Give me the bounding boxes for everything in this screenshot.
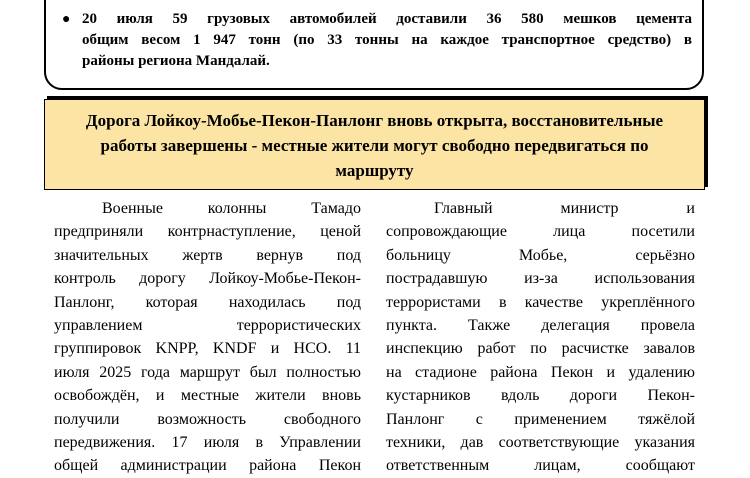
article-left-column: [54, 197, 361, 478]
article-line: техники, дав соответствующие указания: [386, 434, 695, 452]
article-line: освобождён, и местные жители вновь: [54, 387, 361, 405]
headline-line: работы завершены - местные жители могут свободно передвигаться по: [100, 136, 649, 155]
article-line: ответственным лицам, сообщают: [386, 457, 695, 475]
article-line: Главный министр и: [434, 200, 695, 217]
article-line: передвижения. 17 июля в Управлении: [54, 434, 361, 452]
article-line: значительных жертв вернув под: [54, 246, 361, 264]
article-line: Панлонг, которая находилась под: [54, 293, 361, 311]
article-line: пункта. Также делегация провела: [386, 317, 695, 335]
article-line: июля 2025 года маршрут был полностью: [54, 363, 361, 381]
article-line: Военные колонны Тамадо: [102, 200, 361, 217]
headline-line: Дорога Лойкоу-Мобье-Пекон-Панлонг вновь открыта, восстановительные: [85, 111, 664, 130]
article-line: группировок KNPP, KNDF и НСО. 11: [54, 340, 361, 358]
article-right-column: [386, 197, 695, 478]
summary-bullet-2-line: 20 июля 59 грузовых автомобилей доставили 36 580 мешков цемента: [82, 11, 692, 27]
bullet-marker: ●: [62, 12, 71, 27]
article-line: получили возможность свободного: [54, 410, 361, 428]
article-line: управлением террористических: [54, 317, 361, 335]
article-line: общей администрации района Пекон: [54, 457, 361, 475]
summary-box: [44, 0, 704, 90]
summary-bullet-2: [82, 9, 692, 72]
article-line: на стадионе района Пекон и удалению: [386, 363, 695, 381]
article-line: террористами в качестве укреплённого: [386, 293, 695, 311]
headline-banner: [44, 99, 705, 190]
article-line: сопровождающие лица посетили: [386, 223, 695, 241]
article-line: пострадавшую из-за использования: [386, 270, 695, 288]
headline-line: маршруту: [335, 161, 414, 180]
article-line: Панлонг с применением тяжёлой: [386, 410, 695, 428]
article-line: больницу Мобье, серьёзно: [386, 246, 695, 264]
summary-bullet-2-line: общим весом 1 947 тонн (по 33 тонны на каждое транспортное средство) в: [82, 32, 692, 48]
summary-bullet-2-line: районы региона Мандалай.: [82, 53, 270, 69]
article-line: контроль дорогу Лойкоу-Мобье-Пекон-: [54, 270, 361, 288]
article-line: предприняли контрнаступление, ценой: [54, 223, 361, 241]
article-line: кустарников вдоль дороги Пекон-: [386, 387, 695, 405]
article-line: инспекцию работ по расчистке завалов: [386, 340, 695, 358]
